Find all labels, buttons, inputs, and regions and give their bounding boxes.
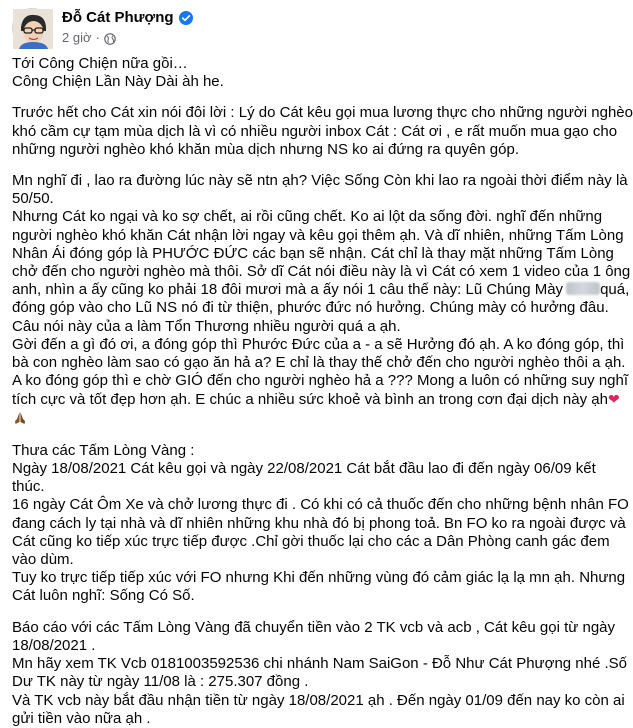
text-line: Công Chiện Lần Này Dài àh he. xyxy=(12,73,224,91)
text-line: Thưa các Tấm Lòng Vàng : xyxy=(12,441,195,459)
red-heart-emoji: ❤ xyxy=(607,391,620,408)
paragraph-message xyxy=(12,172,631,429)
text-line: bà con nghèo làm sao có gạo ăn hả a? E chỉ là thay thế chở đến cho người nghèo thôi a ạh. xyxy=(12,354,626,372)
text-line: Mn hãy xem TK Vcb 0181003592536 chi nhánh Nam SaiGon - Đỗ Như Cát Phượng nhé .Số xyxy=(12,655,627,673)
emoji-line xyxy=(12,410,612,429)
paragraph-reason xyxy=(12,104,633,159)
folded-hands-emoji xyxy=(12,410,28,426)
text-line: khó cầm cự tạm mùa dịch là vì có nhiều người inbox Cát : Cát ơi , e rất muốn mua gạo cho xyxy=(12,122,618,140)
timestamp-row xyxy=(62,30,193,45)
text-line: Nhưng Cát ko ngại và ko sợ chết, ai rồi cũng chết. Ko ai lột da sống đời. nghĩ đến những xyxy=(12,208,603,226)
verified-badge-icon xyxy=(179,11,193,25)
post-time[interactable]: 2 giờ xyxy=(62,30,92,45)
text-line: đang cách ly tại nhà và dĩ nhiên những khu nhà đó bị phong toả. Bn FO ko ra ngoài được và xyxy=(12,514,626,532)
text-line: thúc. xyxy=(12,478,45,496)
text-line: Dư TK này từ ngày 11/08 là : 275.307 đồng . xyxy=(12,673,309,691)
paragraph-report xyxy=(12,618,627,728)
text-line-with-emoji xyxy=(12,390,620,409)
paragraph-thanks xyxy=(12,441,629,606)
text-line: người nghèo khó khăn Cát nhận lời ngay và kêu gọi thêm ạh. Và dĩ nhiên, những Tấm Lòng xyxy=(12,226,624,244)
paragraph-intro xyxy=(12,55,612,91)
text-line: Báo cáo với các Tấm Lòng Vàng đã chuyển tiền vào 2 TK vcb và acb , Cát kêu gọi từ ngày xyxy=(12,618,616,636)
text-line: Cát cũng ko tiếp xúc trực tiếp được .Chỉ gời thuốc lại cho các a Dân Phòng canh gác đem xyxy=(12,532,610,550)
text-line: Ngày 18/08/2021 Cát kêu gọi và ngày 22/08/2021 Cát bắt đầu lao đi đến ngày 06/09 kết xyxy=(12,460,596,478)
text-segment: tích cực và tốt đẹp hơn ạh. E chúc a nhiều sức khoẻ và bình an trong cơn đại dịch này ạh xyxy=(12,391,608,409)
text-line: Câu nói này của a làm Tổn Thương nhiều người quá a ạh. xyxy=(12,317,401,335)
text-line: 16 ngày Cát Ôm Xe và chở lương thực đi . Có khi có cả thuốc đến cho những bệnh nhân FO xyxy=(12,496,629,514)
text-line: Trước hết cho Cát xin nói đôi lời : Lý do Cát kêu gọi mua lương thực cho những người nghèo xyxy=(12,104,633,122)
author-row xyxy=(62,9,193,27)
text-line: Và TK vcb này bắt đầu nhận tiền từ ngày 18/08/2021 ạh . Đến ngày 01/09 đến nay ko còn ai xyxy=(12,691,625,709)
text-line: A ko đóng góp thì e chờ GIÓ đến cho người nghèo hả a ??? Mong a luôn có những suy nghĩ xyxy=(12,372,629,390)
text-line: đóng góp vào cho Lũ NS nó đi từ thiện, phước đức nó hưởng. Chúng mày có hưởng đâu. xyxy=(12,299,609,317)
text-line: vào dùm. xyxy=(12,551,74,569)
text-line: gửi tiền vào nữa ạh . xyxy=(12,709,151,727)
text-line: Mn nghĩ đi , lao ra đường lúc này sẽ ntn ạh? Việc Sống Còn khi lao ra ngoài thời điểm này là xyxy=(12,172,628,190)
globe-icon[interactable] xyxy=(104,32,116,44)
text-line: Nhân Ái đóng góp là PHƯỚC ĐỨC các bạn sẽ nhận. Cát chỉ là thay mặt những Tấm Lòng xyxy=(12,244,614,262)
separator-dot: · xyxy=(95,30,100,45)
text-segment: quá, xyxy=(600,281,630,299)
text-line: Tuy ko trực tiếp tiếp xúc với FO nhưng Khi đến những vùng đó cảm giác lạ lạ mn ạh. Nhưng xyxy=(12,569,626,587)
blurred-word xyxy=(566,282,600,295)
text-line: những người nghèo khó khăn mùa dịch nhưng NS ko ai đứng ra quyên góp. xyxy=(12,140,520,158)
post-header xyxy=(12,8,193,48)
text-line: Tới Công Chiện nữa gồi… xyxy=(12,55,188,72)
text-line: 18/08/2021 . xyxy=(12,636,96,654)
post-body xyxy=(12,55,633,728)
text-line: chở đến cho người nghèo mà thôi. Sở dĩ Cát nói điều này là vì Cát có xem 1 video của 1 ông xyxy=(12,263,631,281)
text-line: 50/50. xyxy=(12,190,54,208)
text-line: Gời đến a gì đó ơi, a đóng góp thì Phước Đức của a - a sẽ Hưởng đó ạh. A ko đóng góp, thì xyxy=(12,335,625,353)
text-line-with-redaction xyxy=(12,281,630,299)
post-meta xyxy=(62,8,193,45)
avatar[interactable] xyxy=(12,8,52,48)
text-line: Cát luôn nghĩ: Sống Có Số. xyxy=(12,587,195,605)
text-segment: anh, nhìn a ấy cũng ko phải 18 đôi mươi mà a ấy nói 1 câu thế này: Lũ Chúng Mày xyxy=(12,281,564,299)
author-name[interactable]: Đỗ Cát Phượng xyxy=(62,9,174,26)
